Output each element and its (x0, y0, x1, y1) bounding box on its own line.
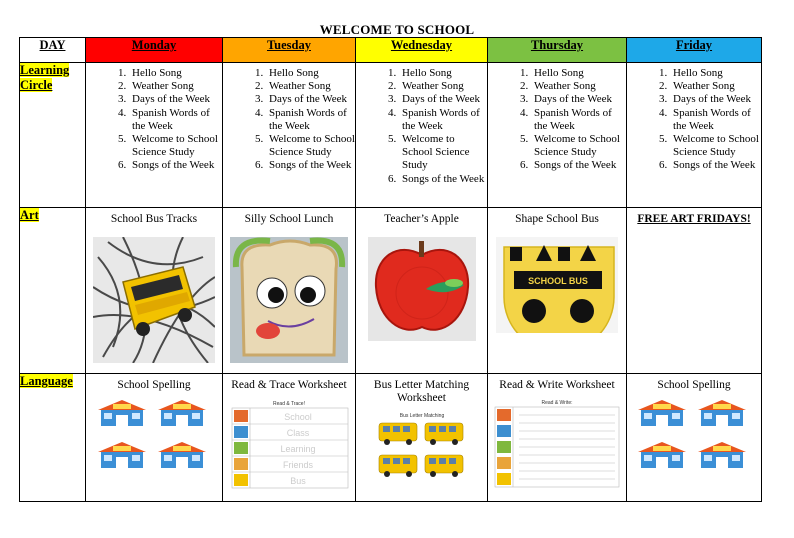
song-item: 6. Songs of the Week (670, 159, 761, 172)
cell-friday-art (627, 208, 762, 374)
song-item: 4. Spanish Words of the Week (531, 107, 626, 133)
song-item: 3. Days of the Week (531, 93, 626, 106)
song-item: 2. Weather Song (531, 80, 626, 93)
trace-word: Learning (280, 444, 316, 454)
song-list (223, 67, 355, 173)
song-item: 4. Spanish Words of the Week (266, 107, 355, 133)
cell-friday-language (627, 374, 762, 502)
song-item: 6. Songs of the Week (129, 159, 222, 172)
song-list (86, 67, 222, 173)
song-list (356, 67, 487, 186)
cell-thursday-language (488, 374, 627, 502)
header-monday: Monday (86, 38, 223, 63)
read-write-worksheet (493, 397, 621, 489)
song-item: 1. Hello Song (266, 67, 355, 80)
song-item: 1. Hello Song (399, 67, 487, 80)
school-spelling-cards (98, 398, 210, 478)
song-item: 2. Weather Song (266, 80, 355, 93)
song-item: 1. Hello Song (129, 67, 222, 80)
label-circle: Circle (20, 78, 53, 92)
song-item: 3. Days of the Week (266, 93, 355, 106)
header-row (20, 38, 762, 63)
bus-plate-text: SCHOOL BUS (528, 276, 588, 286)
language-activity-tuesday: Read & Trace Worksheet (231, 379, 347, 391)
language-activity-monday: School Spelling (117, 379, 191, 391)
write-title: Read & Write: (541, 400, 573, 406)
song-list (627, 67, 761, 173)
trace-word: Class (286, 428, 310, 438)
silly-lunch-image (230, 237, 348, 363)
label-art: Art (20, 208, 39, 222)
song-item: 5. Welcome to School Science Study (266, 133, 355, 159)
art-activity-thursday: Shape School Bus (515, 213, 599, 225)
cell-monday-language (86, 374, 223, 502)
header-tuesday: Tuesday (223, 38, 356, 63)
trace-word: Friends (282, 460, 314, 470)
learning-circle-row (20, 63, 762, 208)
header-thursday: Thursday (488, 38, 627, 63)
cell-thursday-art (488, 208, 627, 374)
language-activity-thursday: Read & Write Worksheet (499, 379, 615, 391)
song-item: 6. Songs of the Week (531, 159, 626, 172)
row-label-language (20, 374, 86, 502)
weekly-schedule-table (19, 37, 762, 502)
school-bus-tracks-image (93, 237, 215, 363)
language-activity-wednesday: Bus Letter Matching Worksheet (373, 379, 470, 404)
cell-wednesday-art (356, 208, 488, 374)
song-list (488, 67, 626, 173)
song-item: 1. Hello Song (531, 67, 626, 80)
trace-title: Read & Trace! (273, 401, 305, 407)
song-item: 1. Hello Song (670, 67, 761, 80)
row-label-learning-circle (20, 63, 86, 208)
shape-bus-image (496, 237, 618, 333)
art-activity-friday: FREE ART FRIDAYS! (637, 213, 751, 225)
cell-friday-learning (627, 63, 762, 208)
label-language: Language (20, 374, 73, 388)
cell-thursday-learning (488, 63, 627, 208)
cell-monday-learning (86, 63, 223, 208)
song-item: 2. Weather Song (129, 80, 222, 93)
cell-wednesday-learning (356, 63, 488, 208)
art-activity-monday: School Bus Tracks (110, 213, 198, 225)
song-item: 3. Days of the Week (670, 93, 761, 106)
art-activity-tuesday: Silly School Lunch (244, 213, 334, 225)
song-item: 4. Spanish Words of the Week (129, 107, 222, 133)
art-row (20, 208, 762, 374)
song-item: 4. Spanish Words of the Week (670, 107, 761, 133)
cell-wednesday-language (356, 374, 488, 502)
header-friday: Friday (627, 38, 762, 63)
cell-tuesday-language (223, 374, 356, 502)
song-item: 3. Days of the Week (129, 93, 222, 106)
trace-word: Bus (290, 476, 306, 486)
header-wednesday: Wednesday (356, 38, 488, 63)
cell-monday-art (86, 208, 223, 374)
teachers-apple-image (368, 237, 476, 341)
trace-word: School (284, 412, 312, 422)
art-activity-wednesday: Teacher’s Apple (384, 213, 459, 225)
song-item: 5. Welcome to School Science Study (531, 133, 626, 159)
page-title: WELCOME TO SCHOOL (319, 22, 475, 37)
match-title: Bus Letter Matching (399, 413, 444, 419)
bus-letter-matching-worksheet (373, 411, 471, 487)
language-row (20, 374, 762, 502)
song-item: 6. Songs of the Week (399, 173, 487, 186)
read-trace-worksheet (228, 398, 350, 490)
label-learning: Learning (20, 63, 70, 77)
song-item: 5. Welcome to School Science Study (670, 133, 761, 159)
song-item: 3. Days of the Week (399, 93, 487, 106)
row-label-art (20, 208, 86, 374)
school-spelling-cards (638, 398, 750, 478)
song-item: 5. Welcome to School Science Study (129, 133, 222, 159)
song-item: 6. Songs of the Week (266, 159, 355, 172)
song-item: 2. Weather Song (399, 80, 487, 93)
language-activity-friday: School Spelling (657, 379, 731, 391)
song-item: 5. Welcome to School Science Study (399, 133, 487, 173)
cell-tuesday-learning (223, 63, 356, 208)
song-item: 2. Weather Song (670, 80, 761, 93)
header-day: DAY (20, 38, 86, 63)
cell-tuesday-art (223, 208, 356, 374)
song-item: 4. Spanish Words of the Week (399, 107, 487, 133)
